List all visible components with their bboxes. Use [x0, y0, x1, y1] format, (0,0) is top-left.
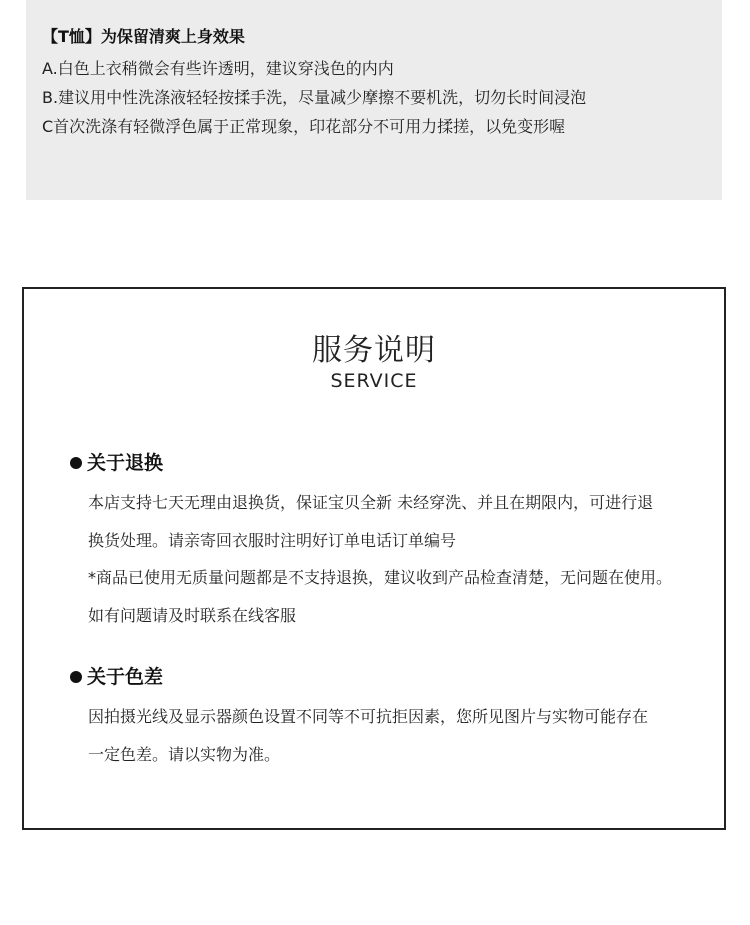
care-notes-title: 【T恤】为保留清爽上身效果 — [42, 27, 245, 46]
service-panel — [22, 287, 726, 830]
care-notes-panel — [26, 0, 722, 200]
section-heading-text: 关于色差 — [87, 666, 164, 688]
care-note-line: B.建议用中性洗涤液轻轻按揉手洗，尽量减少摩擦不要机洗，切勿长时间浸泡 — [42, 88, 587, 107]
section-returns — [70, 449, 710, 634]
bullet-icon — [70, 457, 82, 469]
care-note-line: A.白色上衣稍微会有些许透明，建议穿浅色的内内 — [42, 59, 394, 78]
service-title: 服务说明 — [312, 333, 436, 368]
service-subtitle: SERVICE — [330, 370, 418, 392]
section-heading — [70, 449, 710, 477]
section-body-line: *商品已使用无质量问题都是不支持退换，建议收到产品检查清楚，无问题在使用。 — [88, 568, 673, 587]
section-body-line: 因拍摄光线及显示器颜色设置不同等不可抗拒因素，您所见图片与实物可能存在 — [88, 707, 649, 726]
section-body-line: 换货处理。请亲寄回衣服时注明好订单电话订单编号 — [88, 530, 457, 550]
section-body-line: 本店支持七天无理由退换货，保证宝贝全新 未经穿洗、并且在期限内，可进行退 — [88, 493, 654, 512]
section-body-line: 如有问题请及时联系在线客服 — [88, 605, 297, 625]
section-heading — [70, 663, 710, 691]
section-body-line: 一定色差。请以实物为准。 — [88, 744, 281, 764]
care-note-line: C首次洗涤有轻微浮色属于正常现象，印花部分不可用力揉搓，以免变形喔 — [42, 117, 566, 136]
section-body — [88, 484, 710, 634]
section-body — [88, 698, 710, 773]
section-heading-text: 关于退换 — [87, 452, 164, 474]
bullet-icon — [70, 671, 82, 683]
section-color-difference — [70, 663, 710, 773]
